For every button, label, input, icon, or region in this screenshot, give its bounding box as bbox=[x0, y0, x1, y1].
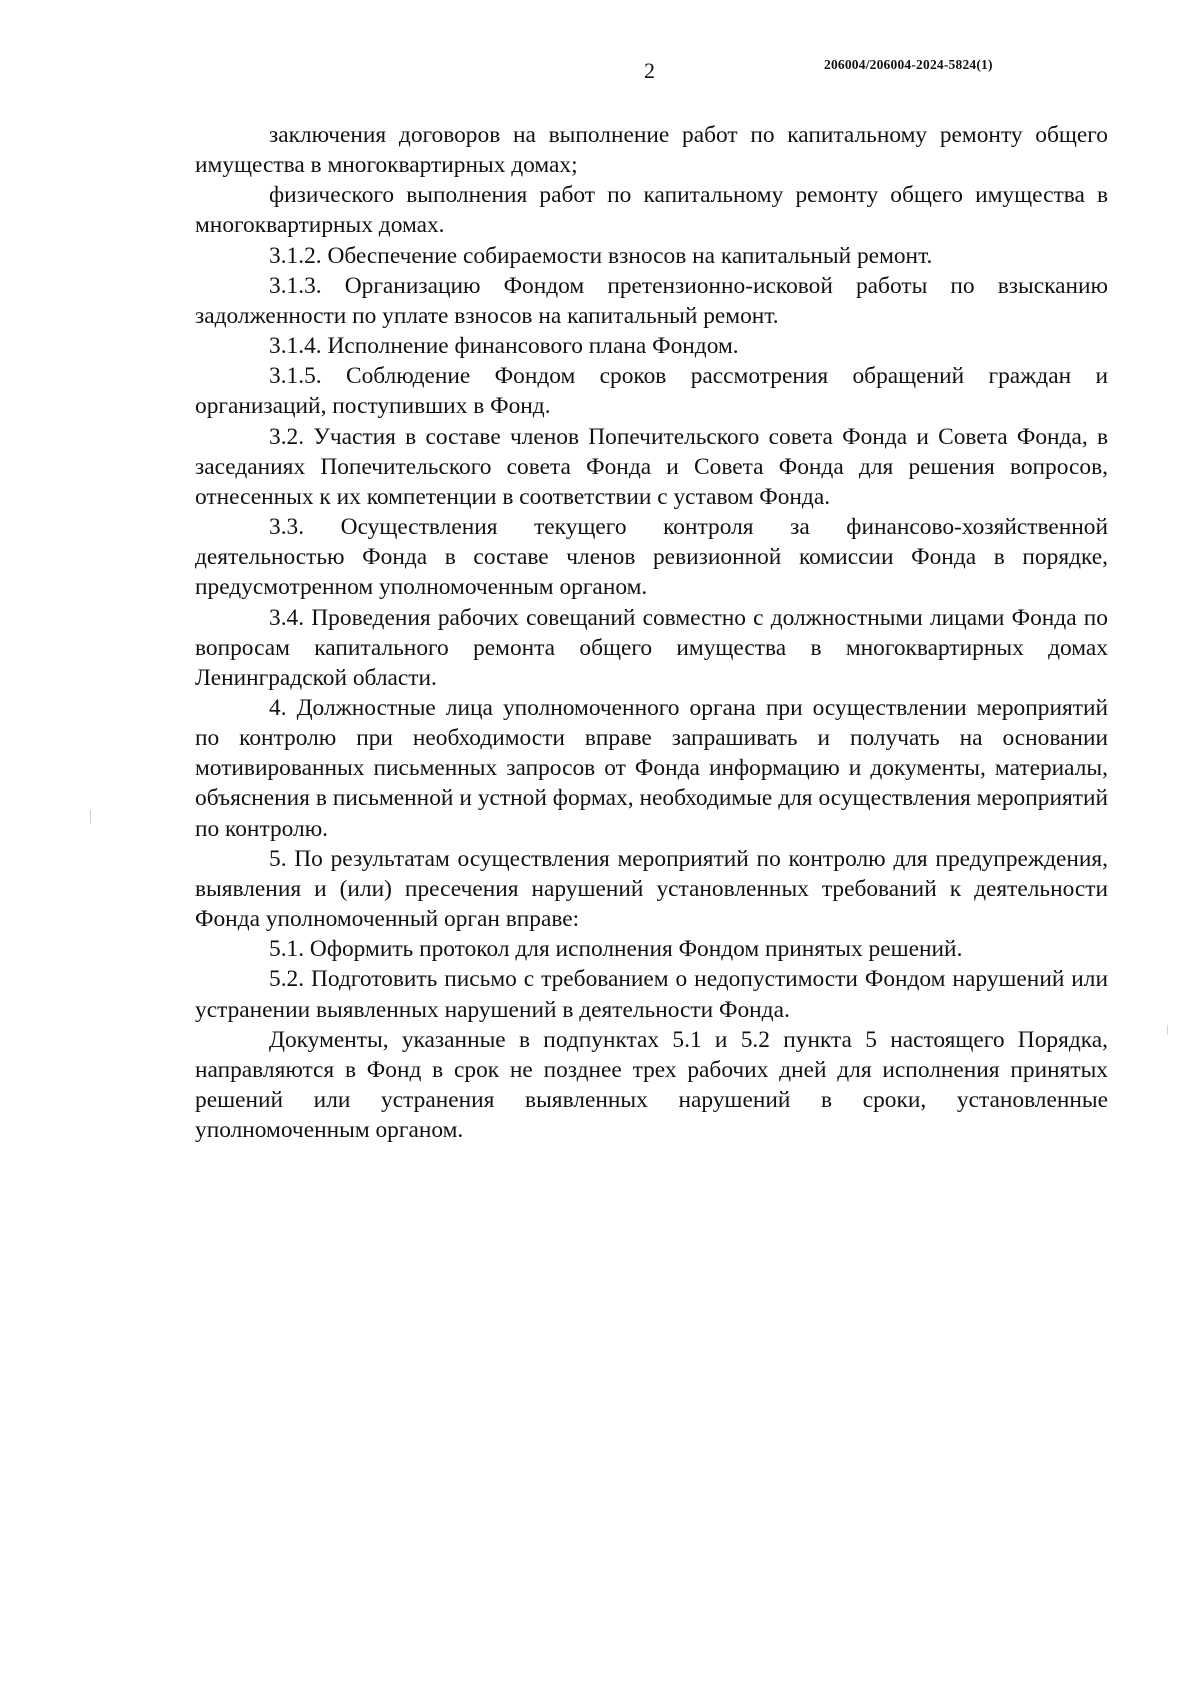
paragraph: 5.1. Оформить протокол для исполнения Фондом принятых решений. bbox=[269, 936, 963, 963]
paragraph: 3.3. Осуществления текущего контроля за финансово-хозяйственной деятельностью Фонда в составе членов ревизионной комиссии Фонда в порядке, предусмотренном уполномоченным органом. bbox=[195, 514, 1108, 601]
document-body bbox=[195, 120, 1108, 1145]
paragraph: 4. Должностные лица уполномоченного органа при осуществлении мероприятий по контролю при необходимости вправе запрашивать и получать на основании мотивированных письменных запросов от Фонда информацию и документы, материалы, объяснения в письменной и устной формах, необходимые для осуществления мероприятий по контролю. bbox=[195, 694, 1108, 842]
paragraph: 5. По результатам осуществления мероприятий по контролю для предупреждения, выявления и (или) пресечения нарушений установленных требований к деятельности Фонда уполномоченный орган вправе: bbox=[195, 845, 1108, 933]
paragraph: 3.1.3. Организацию Фондом претензионно-исковой работы по взысканию задолженности по уплате взносов на капитальный ремонт. bbox=[195, 272, 1108, 329]
paragraph: 5.2. Подготовить письмо с требованием о недопустимости Фондом нарушений или устранении выявленных нарушений в деятельности Фонда. bbox=[195, 966, 1108, 1023]
paragraph: 3.1.2. Обеспечение собираемости взносов на капитальный ремонт. bbox=[269, 242, 933, 269]
paragraph: Документы, указанные в подпунктах 5.1 и 5.2 пункта 5 настоящего Порядка, направляются в Фонд в срок не позднее трех рабочих дней для исполнения принятых решений или устранения выявленных нарушений в сроки, установленные уполномоченным органом. bbox=[195, 1026, 1108, 1144]
paragraph: 3.2. Участия в составе членов Попечительского совета Фонда и Совета Фонда, в заседаниях Попечительского совета Фонда и Совета Фонда для решения вопросов, отнесенных к их компетенции в соответствии с уставом Фонда. bbox=[195, 423, 1108, 510]
paragraph: 3.1.5. Соблюдение Фондом сроков рассмотрения обращений граждан и организаций, поступивших в Фонд. bbox=[195, 363, 1108, 420]
scan-margin-mark bbox=[1167, 1025, 1168, 1035]
paragraph: заключения договоров на выполнение работ по капитальному ремонту общего имущества в многоквартирных домах; bbox=[195, 122, 1108, 179]
document-id: 206004/206004-2024-5824(1) bbox=[824, 57, 993, 72]
scan-margin-mark bbox=[90, 810, 91, 824]
paragraph: 3.4. Проведения рабочих совещаний совместно с должностными лицами Фонда по вопросам капитального ремонта общего имущества в многоквартирных домах Ленинградской области. bbox=[195, 604, 1108, 691]
paragraph: 3.1.4. Исполнение финансового плана Фондом. bbox=[269, 333, 739, 360]
page-number: 2 bbox=[644, 58, 655, 83]
paragraph: физического выполнения работ по капитальному ремонту общего имущества в многоквартирных домах. bbox=[195, 182, 1108, 239]
